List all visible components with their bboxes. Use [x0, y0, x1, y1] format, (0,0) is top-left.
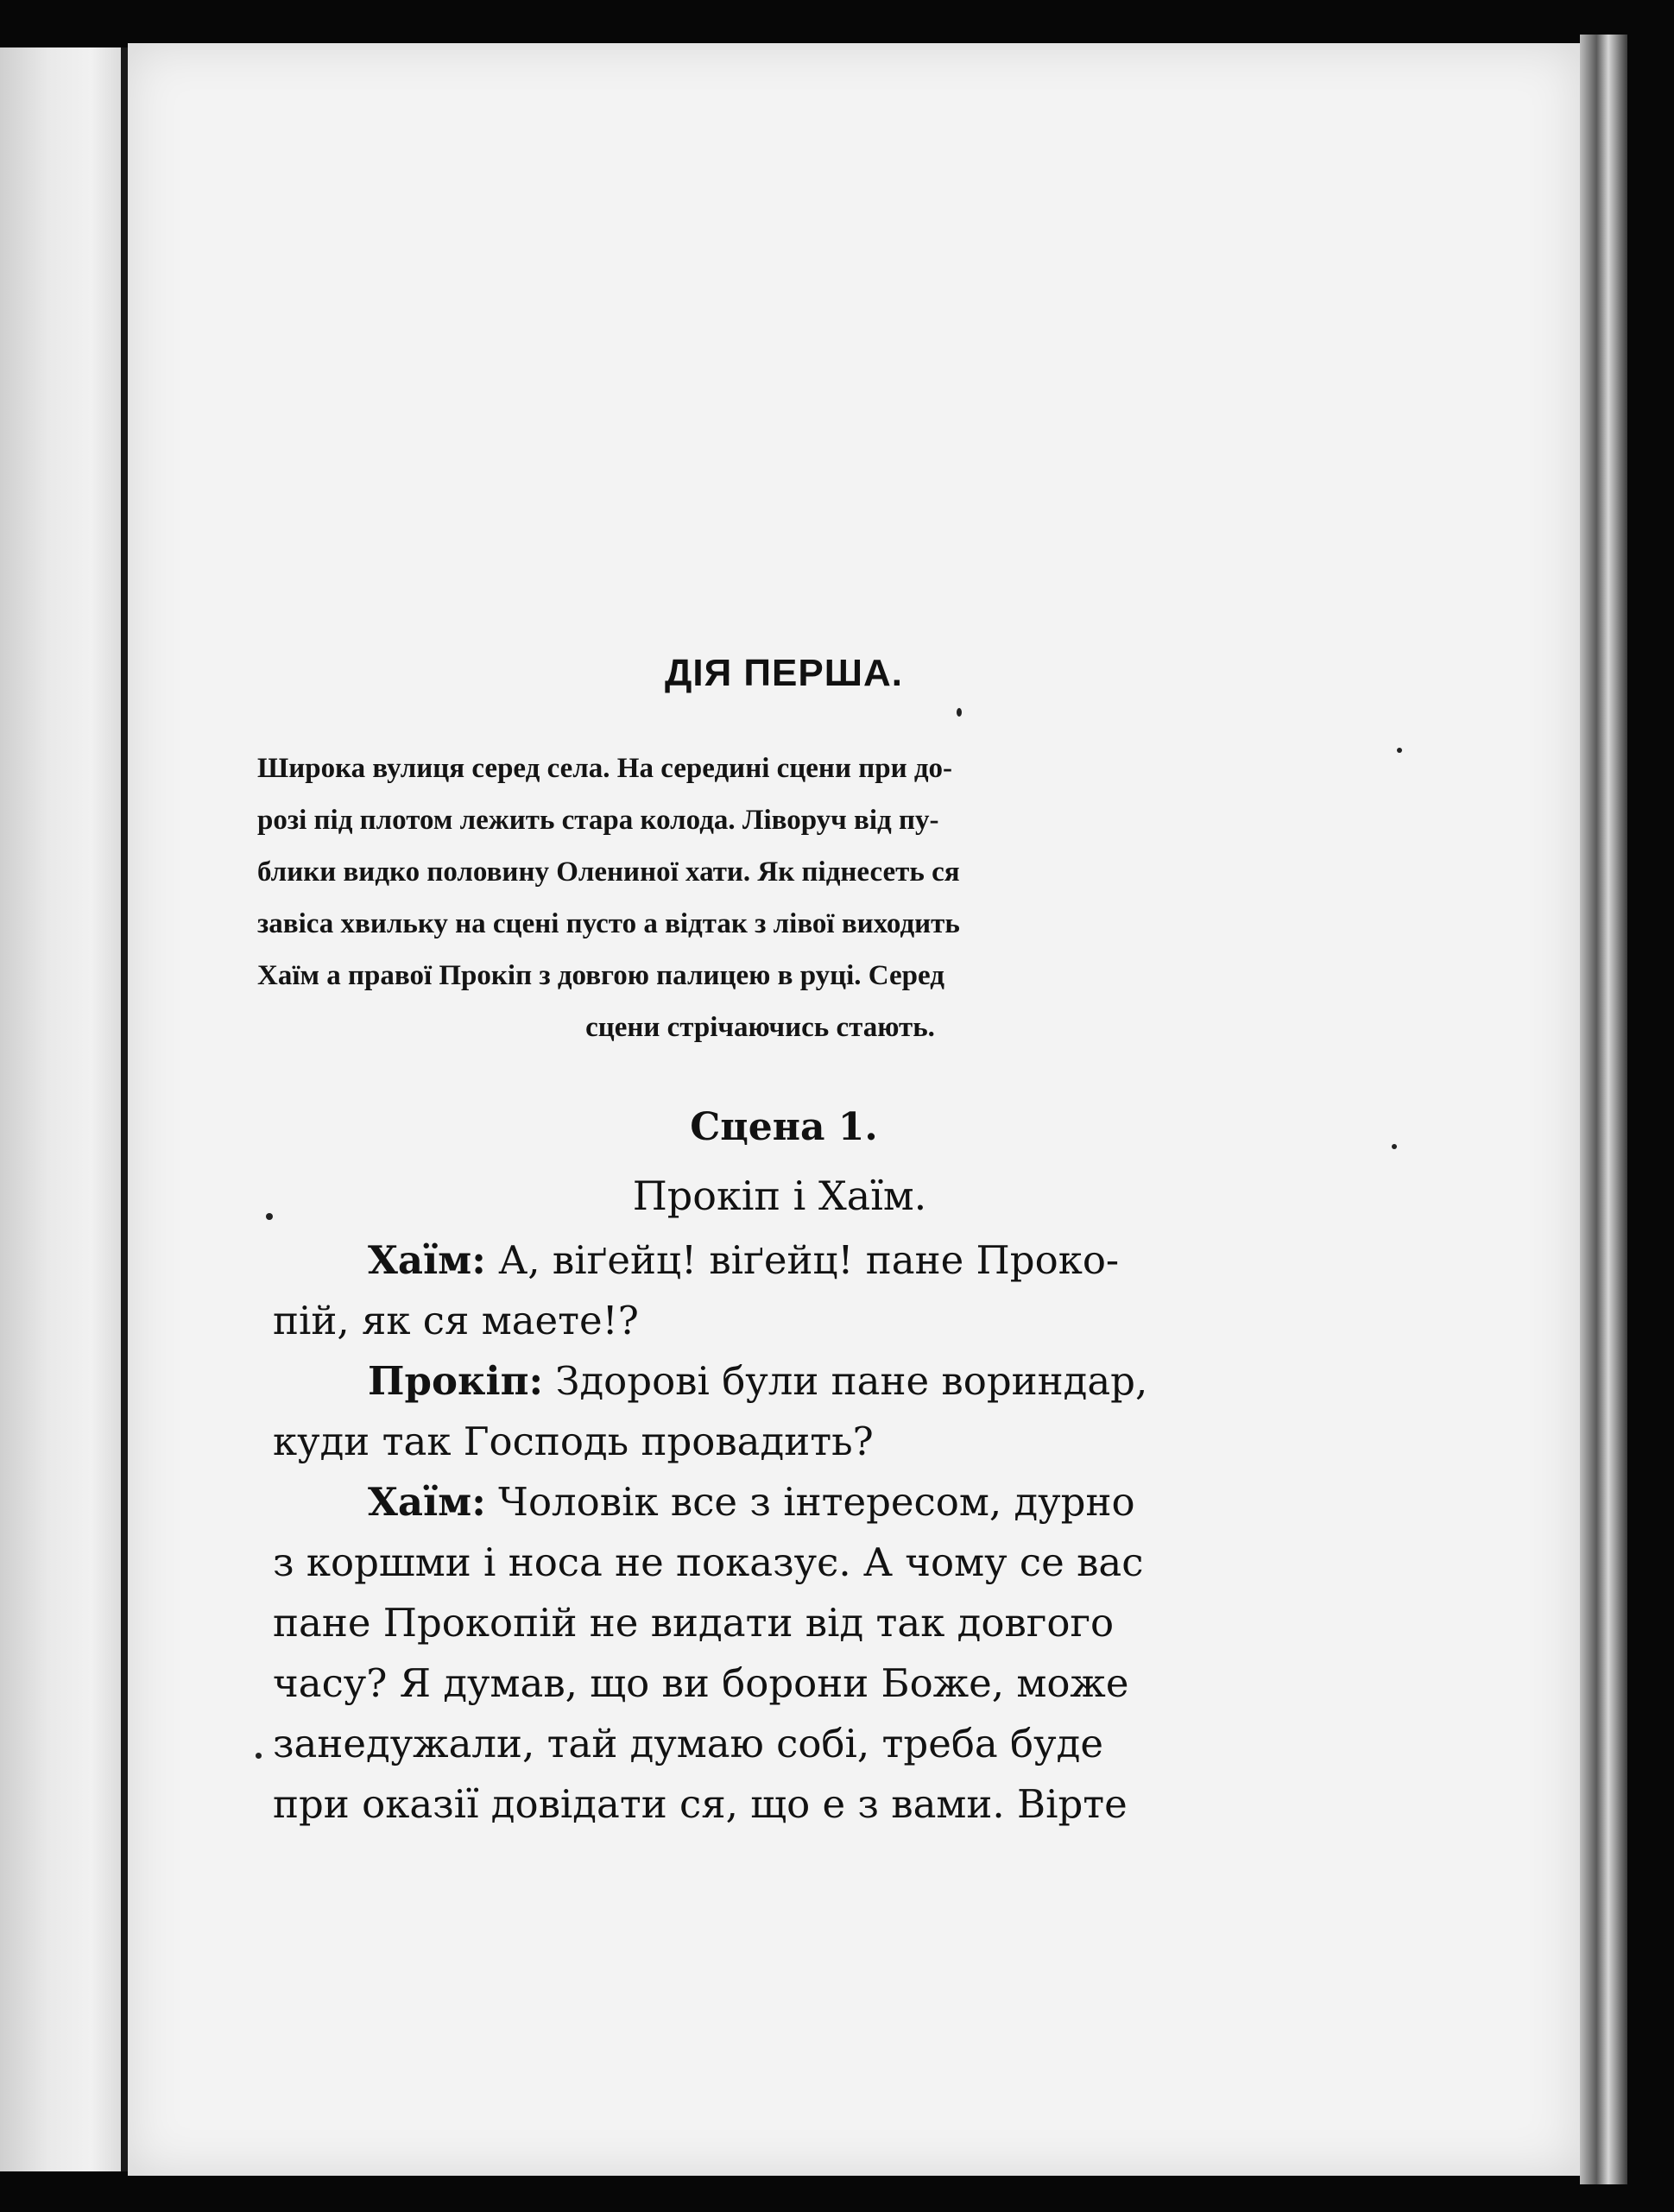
dialogue-line — [273, 1291, 1431, 1351]
speech-text: А, віґейц! віґейц! пане Проко- — [485, 1237, 1120, 1283]
scene-characters: Прокіп і Хаїм. — [632, 1172, 927, 1219]
speech-text: пане Прокопій не видати від так довгого — [273, 1600, 1115, 1646]
dialogue-line — [273, 1412, 1431, 1472]
stage-direction-line: завіса хвильку на сцені пусто а відтак з лівої виходить — [257, 908, 960, 939]
act-title: ДІЯ ПЕРША. — [665, 652, 903, 694]
speech-text: пій, як ся маете!? — [273, 1298, 639, 1343]
dialogue — [273, 1230, 1431, 1835]
dialogue-line — [273, 1653, 1431, 1714]
stage-direction-line: Широка вулиця серед села. На середині сцени при до- — [257, 753, 953, 784]
previous-page-edge — [0, 47, 121, 2171]
dialogue-line — [273, 1774, 1431, 1835]
stage-direction-line: Хаїм а правої Прокіп з довгою палицею в руці. Серед — [257, 960, 944, 991]
dialogue-line — [273, 1472, 1431, 1533]
page-content — [128, 0, 1580, 2212]
scan-speck — [266, 1213, 273, 1220]
speech-text: куди так Господь провадить? — [273, 1419, 874, 1464]
page-gutter — [121, 47, 128, 2171]
dialogue-line — [273, 1351, 1431, 1412]
speaker-name: Прокіп: — [368, 1358, 544, 1404]
scan-speck — [256, 1753, 262, 1759]
stage-direction-line: сцени стрічаючись стають. — [585, 1012, 935, 1043]
speech-text: Здорові були пане вориндар, — [543, 1358, 1148, 1404]
speech-text: часу? Я думав, що ви борони Боже, може — [273, 1660, 1129, 1706]
scan-speck — [1397, 748, 1402, 753]
speech-text: при оказії довідати ся, що е з вами. Вірте — [273, 1781, 1128, 1827]
scan-speck — [957, 708, 962, 717]
scene-title: Сцена 1. — [690, 1105, 878, 1149]
dialogue-line — [273, 1230, 1431, 1291]
stage-direction-line: блики видко половину Олениної хати. Як піднесеть ся — [257, 856, 960, 888]
stage-direction-line: розі під плотом лежить стара колода. Ліворуч від пу- — [257, 805, 939, 836]
speech-text: з коршми і носа не показує. А чому се вас — [273, 1539, 1144, 1585]
dialogue-line — [273, 1714, 1431, 1774]
stage-direction — [257, 743, 1263, 1053]
speech-text: Чоловік все з інтересом, дурно — [485, 1479, 1135, 1525]
dialogue-line — [273, 1593, 1431, 1653]
scan-speck — [1392, 1144, 1397, 1149]
speaker-name: Хаїм: — [368, 1237, 486, 1283]
speech-text: занедужали, тай думаю собі, треба буде — [273, 1721, 1103, 1766]
speaker-name: Хаїм: — [368, 1479, 486, 1525]
page-right-edge — [1580, 35, 1627, 2184]
dialogue-line — [273, 1533, 1431, 1593]
